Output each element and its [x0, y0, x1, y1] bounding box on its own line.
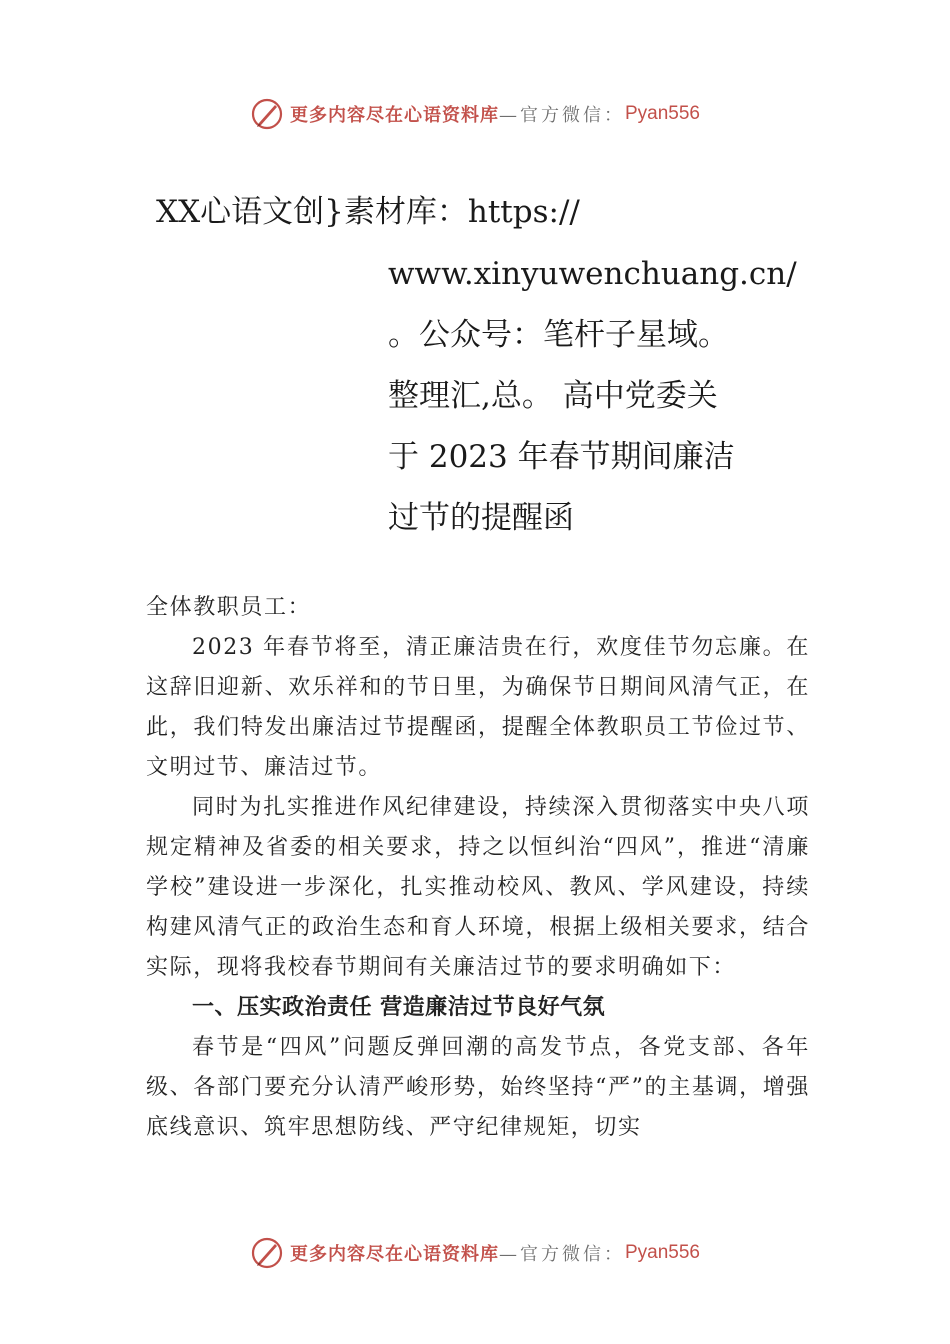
paragraph-3: 春节是“四风”问题反弹回潮的高发节点，各党支部、各年级、各部门要充分认清严峻形势，始终坚持“严”的主基调，增强底线意识、筑牢思想防线、严守纪律规矩，切实: [146, 1035, 810, 1140]
banner-sub-text: —官方微信：: [498, 105, 625, 126]
banner-main-text: 更多内容尽在心语资料库: [289, 105, 499, 126]
banner-main-text: 更多内容尽在心语资料库: [289, 1244, 499, 1265]
pen-logo-icon: [250, 1236, 284, 1270]
paragraph-2: 同时为扎实推进作风纪律建设，持续深入贯彻落实中央八项规定精神及省委的相关要求，持之以恒纠治“四风”，推进“清廉学校”建设进一步深化，扎实推动校风、教风、学风建设，持续构建风清气正的政治生态和育人环境，根据上级相关要求，结合实际，现将我校春节期间有关廉洁过节的要求明确如下：: [146, 795, 810, 980]
banner-wechat-id: Pyan556: [624, 1242, 700, 1263]
salutation: 全体教职员工：: [146, 595, 312, 620]
title-line-1: XX心语文创}素材库：https://: [156, 194, 580, 230]
title-line: 于 2023 年春节期间廉洁: [388, 439, 735, 475]
title-line: 整理汇,总。 高中党委关: [388, 378, 718, 414]
title-line: www.xinyuwenchuang.cn/: [388, 256, 797, 292]
header-banner: [0, 94, 950, 134]
pen-logo-icon: [250, 97, 284, 131]
section-heading-1: 一、压实政治责任 营造廉洁过节良好气氛: [192, 995, 606, 1020]
banner-sub-text: —官方微信：: [498, 1244, 625, 1265]
paragraph-1: 2023 年春节将至，清正廉洁贵在行，欢度佳节勿忘廉。在这辞旧迎新、欢乐祥和的节日里，为确保节日期间风清气正，在此，我们特发出廉洁过节提醒函，提醒全体教职员工节俭过节、文明过节、廉洁过节。: [146, 635, 810, 780]
banner-wechat-id: Pyan556: [624, 103, 700, 124]
title-block: [388, 244, 797, 549]
title-line: 。公众号：笔杆子星域。: [388, 317, 729, 353]
title-line: 过节的提醒函: [388, 500, 574, 536]
document-body: [146, 588, 810, 1148]
footer-banner: [0, 1233, 950, 1273]
